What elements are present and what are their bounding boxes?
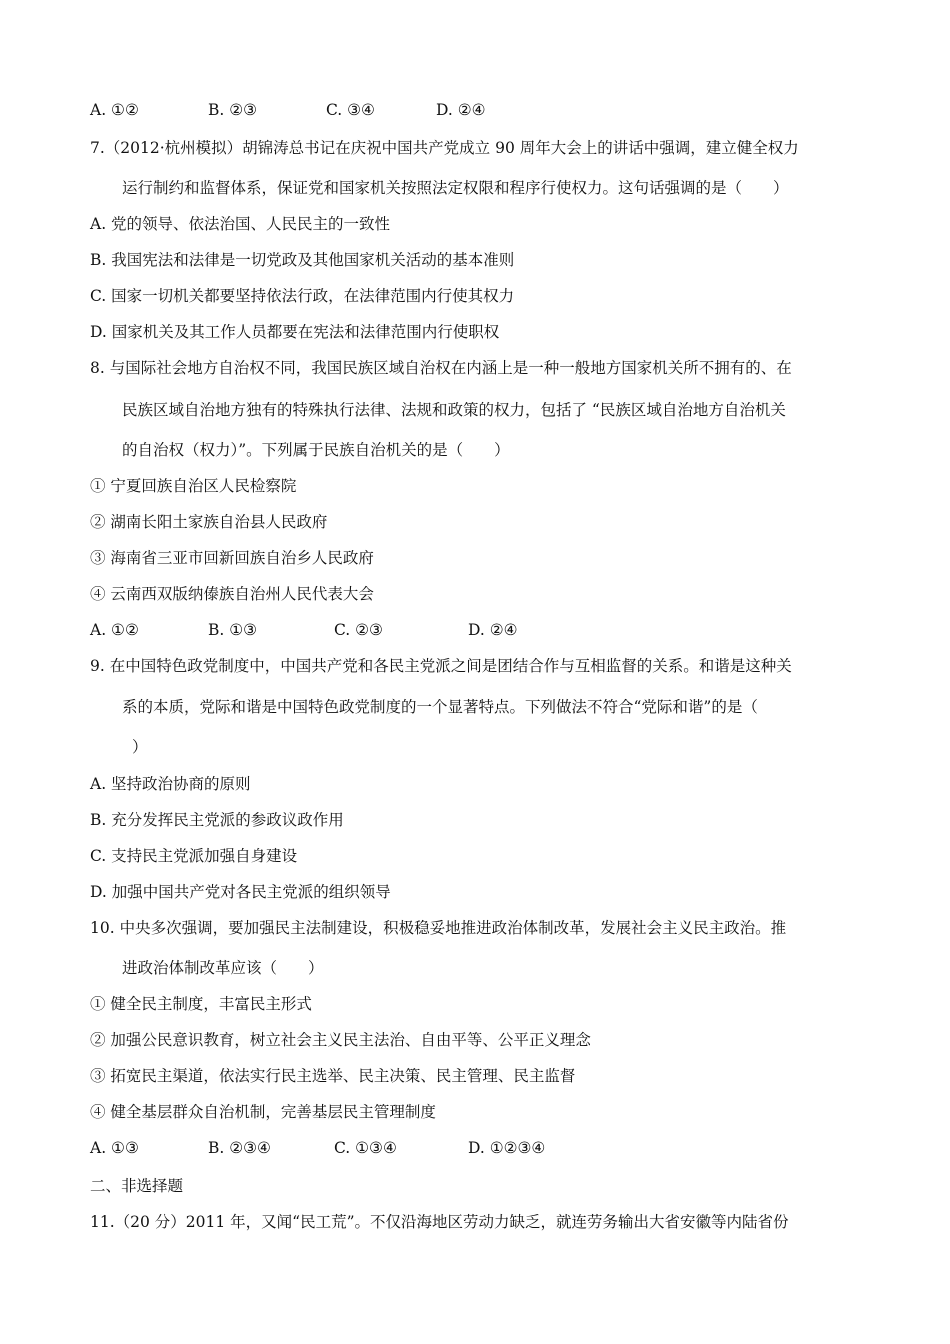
q7-choice-c: C. 国家一切机关都要坚持依法行政，在法律范围内行使其权力 xyxy=(90,287,515,305)
q7-stem-line-1: 7.（2012·杭州模拟）胡锦涛总书记在庆祝中国共产党成立 90 周年大会上的讲话中强调，建立健全权力 xyxy=(90,139,799,157)
q7-choice-d: D. 国家机关及其工作人员都要在宪法和法律范围内行使职权 xyxy=(90,323,500,341)
q9-stem-line-1: 9. 在中国特色政党制度中，中国共产党和各民主党派之间是团结合作与互相监督的关系。和谐是这种关 xyxy=(90,657,792,675)
q8-option-c: C. ②③ xyxy=(334,621,383,639)
q8-item-3: ③ 海南省三亚市回新回族自治乡人民政府 xyxy=(90,549,374,567)
q9-choice-a: A. 坚持政治协商的原则 xyxy=(90,775,251,793)
q8-item-4: ④ 云南西双版纳傣族自治州人民代表大会 xyxy=(90,585,374,603)
q9-choice-d: D. 加强中国共产党对各民主党派的组织领导 xyxy=(90,883,391,901)
q6-option-d: D. ②④ xyxy=(436,101,486,119)
q10-item-1: ① 健全民主制度，丰富民主形式 xyxy=(90,995,312,1013)
q8-item-1: ① 宁夏回族自治区人民检察院 xyxy=(90,477,297,495)
q8-option-b: B. ①③ xyxy=(208,621,258,639)
q10-option-a: A. ①③ xyxy=(90,1139,139,1157)
q8-option-d: D. ②④ xyxy=(468,621,518,639)
q6-option-c: C. ③④ xyxy=(326,101,375,119)
q8-stem-line-3: 的自治权（权力）”。下列属于民族自治机关的是（ ） xyxy=(122,441,510,459)
q10-item-4: ④ 健全基层群众自治机制，完善基层民主管理制度 xyxy=(90,1103,436,1121)
q10-item-2: ② 加强公民意识教育，树立社会主义民主法治、自由平等、公平正义理念 xyxy=(90,1031,591,1049)
q6-option-b: B. ②③ xyxy=(208,101,258,119)
section-title-non-choice: 二、非选择题 xyxy=(90,1177,184,1195)
q11-stem-line-1: 11.（20 分）2011 年，又闻“民工荒”。不仅沿海地区劳动力缺乏，就连劳务输出大省安徽等内陆省份 xyxy=(90,1213,789,1231)
q10-option-b: B. ②③④ xyxy=(208,1139,271,1157)
q8-item-2: ② 湖南长阳土家族自治县人民政府 xyxy=(90,513,328,531)
q9-stem-line-2: 系的本质，党际和谐是中国特色政党制度的一个显著特点。下列做法不符合“党际和谐”的是（ xyxy=(122,698,758,716)
q8-stem-line-1: 8. 与国际社会地方自治权不同，我国民族区域自治权在内涵上是一种一般地方国家机关所不拥有的、在 xyxy=(90,359,792,377)
q6-option-a: A. ①② xyxy=(90,101,139,119)
q10-stem-line-1: 10. 中央多次强调，要加强民主法制建设，积极稳妥地推进政治体制改革，发展社会主义民主政治。推 xyxy=(90,919,787,937)
q9-stem-line-3: ） xyxy=(132,738,148,756)
q8-stem-line-2: 民族区域自治地方独有的特殊执行法律、法规和政策的权力，包括了 “民族区域自治地方自治机关 xyxy=(122,401,786,419)
q10-item-3: ③ 拓宽民主渠道，依法实行民主选举、民主决策、民主管理、民主监督 xyxy=(90,1067,576,1085)
q8-option-a: A. ①② xyxy=(90,621,139,639)
q7-choice-b: B. 我国宪法和法律是一切党政及其他国家机关活动的基本准则 xyxy=(90,251,515,269)
q10-stem-line-2: 进政治体制改革应该（ ） xyxy=(122,959,324,977)
q10-option-c: C. ①③④ xyxy=(334,1139,397,1157)
q7-choice-a: A. 党的领导、依法治国、人民民主的一致性 xyxy=(90,215,391,233)
q10-option-d: D. ①②③④ xyxy=(468,1139,546,1157)
q9-choice-c: C. 支持民主党派加强自身建设 xyxy=(90,847,298,865)
q7-stem-line-2: 运行制约和监督体系，保证党和国家机关按照法定权限和程序行使权力。这句话强调的是（ ） xyxy=(122,179,789,197)
q9-choice-b: B. 充分发挥民主党派的参政议政作用 xyxy=(90,811,344,829)
